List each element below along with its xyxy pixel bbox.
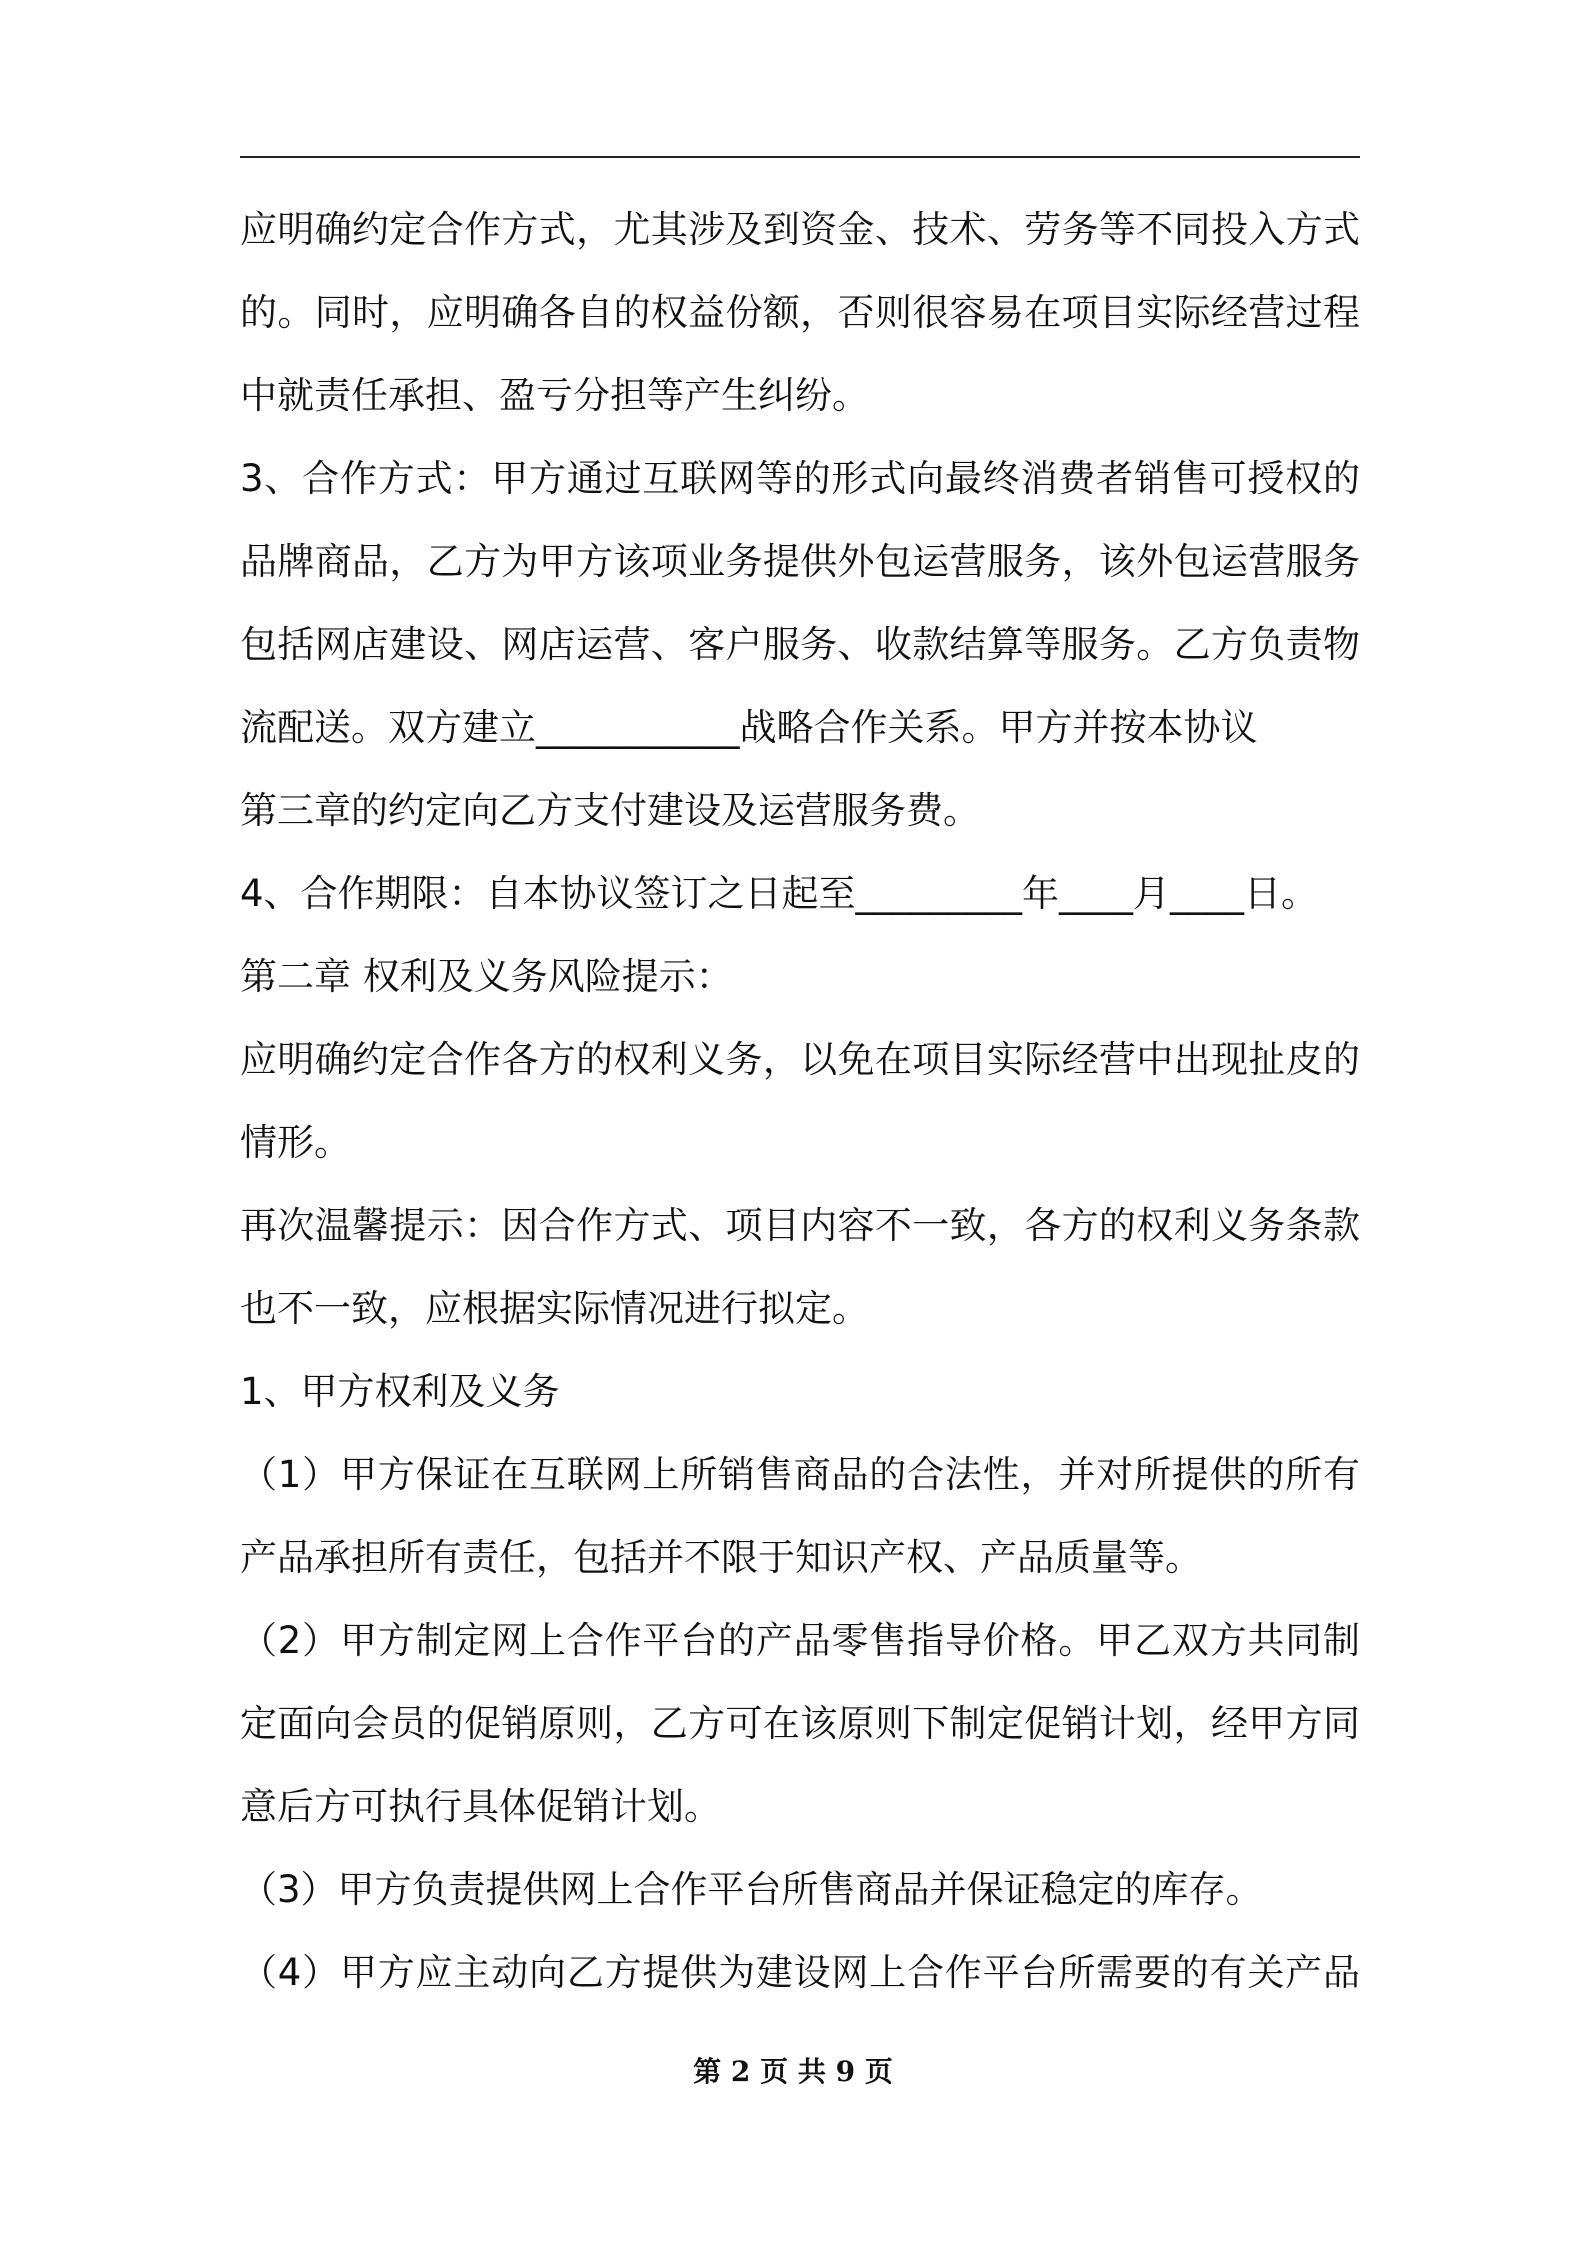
document-line: 3、合作方式：甲方通过互联网等的形式向最终消费者销售可授权的 (240, 457, 1360, 500)
document-line: （4）甲方应主动向乙方提供为建设网上合作平台所需要的有关产品 (240, 1951, 1360, 1994)
document-line: 包括网店建设、网店运营、客户服务、收款结算等服务。乙方负责物 (240, 623, 1360, 666)
document-line: 流配送。双方建立___________战略合作关系。甲方并按本协议 (240, 706, 1258, 749)
document-line: 4、合作期限：自本协议签订之日起至_________年____月____日。 (240, 872, 1319, 915)
document-line: 中就责任承担、盈亏分担等产生纠纷。 (240, 374, 869, 417)
document-line: 定面向会员的促销原则，乙方可在该原则下制定促销计划，经甲方同 (240, 1702, 1360, 1745)
document-line: 品牌商品，乙方为甲方该项业务提供外包运营服务，该外包运营服务 (240, 540, 1360, 583)
document-body (240, 188, 1360, 2014)
document-line: 情形。 (240, 1121, 351, 1164)
document-line: 应明确约定合作方式，尤其涉及到资金、技术、劳务等不同投入方式 (240, 208, 1360, 251)
document-line: 产品承担所有责任，包括并不限于知识产权、产品质量等。 (240, 1536, 1202, 1579)
document-line: （2）甲方制定网上合作平台的产品零售指导价格。甲乙双方共同制 (240, 1619, 1360, 1662)
document-line: 第三章的约定向乙方支付建设及运营服务费。 (240, 789, 980, 832)
document-line: 第二章 权利及义务风险提示： (240, 955, 733, 998)
document-line: 应明确约定合作各方的权利义务，以免在项目实际经营中出现扯皮的 (240, 1038, 1360, 1081)
header-rule (240, 156, 1360, 158)
document-line: 再次温馨提示：因合作方式、项目内容不一致，各方的权利义务条款 (240, 1204, 1360, 1247)
document-line: 的。同时，应明确各自的权益份额，否则很容易在项目实际经营过程 (240, 291, 1360, 334)
document-line: 意后方可执行具体促销计划。 (240, 1785, 721, 1828)
document-line: 1、甲方权利及义务 (240, 1370, 560, 1413)
document-line: （1）甲方保证在互联网上所销售商品的合法性，并对所提供的所有 (240, 1453, 1360, 1496)
document-line: （3）甲方负责提供网上合作平台所售商品并保证稳定的库存。 (240, 1868, 1263, 1911)
page-footer: 第 2 页 共 9 页 (693, 2055, 893, 2088)
document-line: 也不一致，应根据实际情况进行拟定。 (240, 1287, 869, 1330)
